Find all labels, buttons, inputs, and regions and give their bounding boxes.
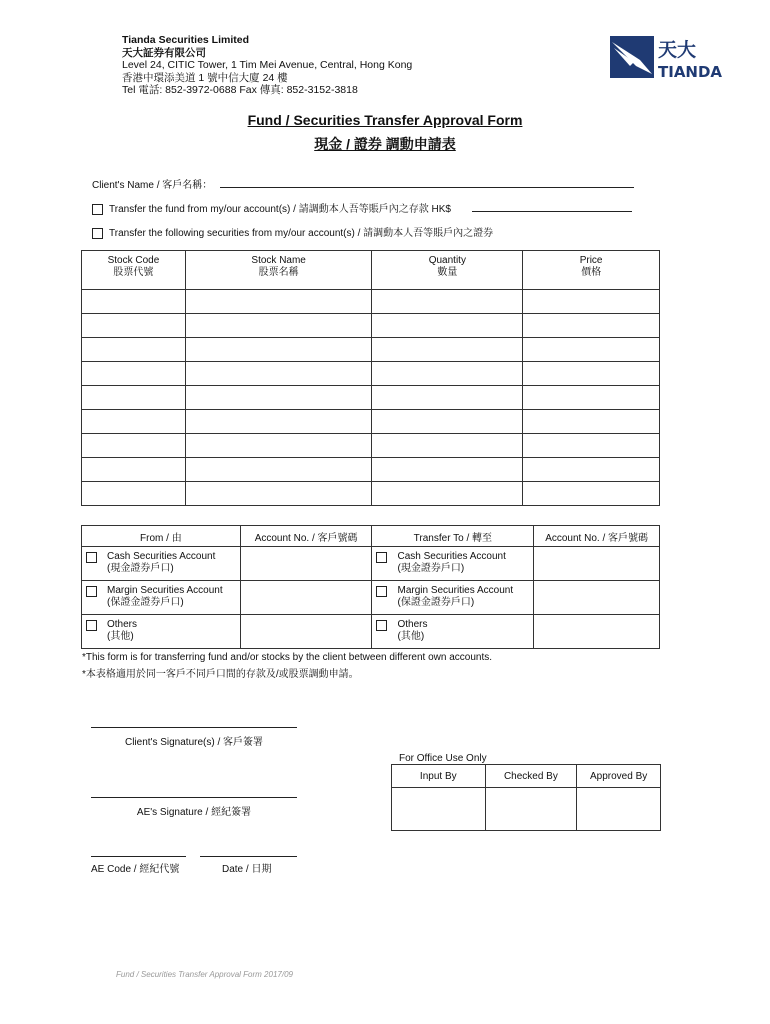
cell-stock-name[interactable]: [185, 290, 372, 314]
note-en: *This form is for transferring fund and/or stocks by the client between different own accounts.: [82, 652, 493, 663]
office-use-row: [392, 788, 661, 831]
cell-price[interactable]: [523, 362, 660, 386]
to-others-account[interactable]: [534, 615, 660, 649]
from-cash-account[interactable]: [240, 547, 372, 581]
cell-quantity[interactable]: [372, 362, 523, 386]
cell-quantity[interactable]: [372, 434, 523, 458]
cell-price[interactable]: [523, 290, 660, 314]
option-securities: [92, 224, 493, 239]
tianda-logo-mark: [610, 36, 723, 81]
cell-stock-name[interactable]: [185, 434, 372, 458]
table-row[interactable]: [82, 434, 660, 458]
checked-by-cell[interactable]: [485, 788, 577, 831]
header-approved-by: Approved By: [577, 765, 661, 788]
input-by-cell[interactable]: [392, 788, 486, 831]
ae-code-label: AE Code / 經紀代號: [91, 864, 180, 875]
cell-stock-code[interactable]: [82, 362, 186, 386]
cell-stock-code[interactable]: [82, 434, 186, 458]
cell-stock-code[interactable]: [82, 482, 186, 506]
cell-stock-code[interactable]: [82, 458, 186, 482]
to-margin: Margin Securities Account (保證金證券戶口): [372, 581, 534, 615]
transfer-row-cash: [82, 547, 660, 581]
cell-stock-name[interactable]: [185, 410, 372, 434]
transfer-header-row: [82, 526, 660, 547]
cell-price[interactable]: [523, 482, 660, 506]
cell-stock-name[interactable]: [185, 386, 372, 410]
header-input-by: Input By: [392, 765, 486, 788]
cell-stock-code[interactable]: [82, 410, 186, 434]
office-use-table: [391, 764, 661, 831]
company-name-en: Tianda Securities Limited: [122, 34, 250, 46]
tianda-logo: [610, 36, 723, 81]
option-fund-label: Transfer the fund from my/our account(s) / 請調動本人吾等賬戶內之存款 HK$: [109, 204, 451, 215]
client-name-label: Client's Name / 客戶名稱：: [92, 180, 213, 191]
from-cash-checkbox[interactable]: [86, 552, 97, 563]
cell-stock-code[interactable]: [82, 386, 186, 410]
cell-stock-name[interactable]: [185, 362, 372, 386]
cell-quantity[interactable]: [372, 386, 523, 410]
header-quantity: Quantity 數量: [372, 251, 523, 290]
cell-stock-name[interactable]: [185, 338, 372, 362]
form-title-zh: 現金 / 證券 調動申請表: [314, 136, 456, 152]
to-others: Others (其他): [372, 615, 534, 649]
option-securities-checkbox[interactable]: [92, 228, 103, 239]
transfer-table: [81, 525, 660, 649]
cell-stock-name[interactable]: [185, 314, 372, 338]
header-to-account: Account No. / 客戶號碼: [534, 526, 660, 547]
cell-quantity[interactable]: [372, 290, 523, 314]
from-others: Others (其他): [82, 615, 241, 649]
cell-stock-code[interactable]: [82, 290, 186, 314]
securities-table: [81, 250, 660, 506]
cell-stock-code[interactable]: [82, 314, 186, 338]
cell-price[interactable]: [523, 314, 660, 338]
table-row[interactable]: [82, 290, 660, 314]
company-address-zh: 香港中環添美道 1 號中信大廈 24 樓: [122, 71, 288, 84]
to-cash-checkbox[interactable]: [376, 552, 387, 563]
to-cash: Cash Securities Account (現金證券戶口): [372, 547, 534, 581]
table-row[interactable]: [82, 482, 660, 506]
to-margin-account[interactable]: [534, 581, 660, 615]
date-label: Date / 日期: [222, 864, 272, 875]
form-footer: Fund / Securities Transfer Approval Form 2017/09: [116, 970, 293, 979]
office-use-header-row: [392, 765, 661, 788]
cell-quantity[interactable]: [372, 482, 523, 506]
header-from-account: Account No. / 客戶號碼: [240, 526, 372, 547]
cell-quantity[interactable]: [372, 410, 523, 434]
from-margin-account[interactable]: [240, 581, 372, 615]
option-securities-label: Transfer the following securities from my/our account(s) / 請調動本人吾等賬戶內之證券: [109, 228, 494, 239]
ae-signature-label: AE's Signature / 經紀簽署: [136, 807, 252, 818]
company-contact: Tel 電話: 852-3972-0688 Fax 傳真: 852-3152-3818: [122, 84, 358, 96]
ae-code-field[interactable]: [91, 856, 186, 857]
date-field[interactable]: [200, 856, 297, 857]
securities-header-row: [82, 251, 660, 290]
to-margin-checkbox[interactable]: [376, 586, 387, 597]
cell-price[interactable]: [523, 386, 660, 410]
table-row[interactable]: [82, 410, 660, 434]
transfer-row-others: [82, 615, 660, 649]
table-row[interactable]: [82, 314, 660, 338]
from-margin-checkbox[interactable]: [86, 586, 97, 597]
cell-stock-name[interactable]: [185, 482, 372, 506]
header-stock-code: Stock Code 股票代號: [82, 251, 186, 290]
table-row[interactable]: [82, 362, 660, 386]
client-signature-field[interactable]: [91, 727, 297, 728]
header-from: From / 由: [82, 526, 241, 547]
header-transfer-to: Transfer To / 轉至: [372, 526, 534, 547]
table-row[interactable]: [82, 338, 660, 362]
note-zh: *本表格適用於同一客戶不同戶口間的存款及/或股票調動申請。: [82, 669, 359, 680]
logo-zh: 天大: [658, 39, 697, 61]
transfer-row-margin: [82, 581, 660, 615]
option-fund: [92, 200, 451, 215]
client-name-field[interactable]: [220, 187, 634, 188]
cell-stock-code[interactable]: [82, 338, 186, 362]
cell-quantity[interactable]: [372, 338, 523, 362]
header-price: Price 價格: [523, 251, 660, 290]
from-others-account[interactable]: [240, 615, 372, 649]
table-row[interactable]: [82, 386, 660, 410]
header-checked-by: Checked By: [485, 765, 577, 788]
client-signature-label: Client's Signature(s) / 客戶簽署: [124, 737, 264, 748]
header-stock-name: Stock Name 股票名稱: [185, 251, 372, 290]
form-title-en: Fund / Securities Transfer Approval Form: [247, 112, 523, 128]
cell-price[interactable]: [523, 458, 660, 482]
company-address-en: Level 24, CITIC Tower, 1 Tim Mei Avenue, Central, Hong Kong: [122, 59, 413, 71]
cell-price[interactable]: [523, 434, 660, 458]
from-others-checkbox[interactable]: [86, 620, 97, 631]
to-cash-account[interactable]: [534, 547, 660, 581]
cell-stock-name[interactable]: [185, 458, 372, 482]
cell-price[interactable]: [523, 338, 660, 362]
company-header: [122, 34, 412, 97]
cell-quantity[interactable]: [372, 458, 523, 482]
to-others-checkbox[interactable]: [376, 620, 387, 631]
ae-signature-field[interactable]: [91, 797, 297, 798]
logo-en: TIANDA: [658, 63, 723, 81]
approved-by-cell[interactable]: [577, 788, 661, 831]
cell-quantity[interactable]: [372, 314, 523, 338]
cell-price[interactable]: [523, 410, 660, 434]
fund-amount-field[interactable]: [472, 211, 632, 212]
company-name-zh: 天大証券有限公司: [122, 46, 206, 59]
from-cash: Cash Securities Account (現金證券戶口): [82, 547, 241, 581]
office-use-title: For Office Use Only: [399, 753, 487, 764]
option-fund-checkbox[interactable]: [92, 204, 103, 215]
table-row[interactable]: [82, 458, 660, 482]
from-margin: Margin Securities Account (保證金證券戶口): [82, 581, 241, 615]
